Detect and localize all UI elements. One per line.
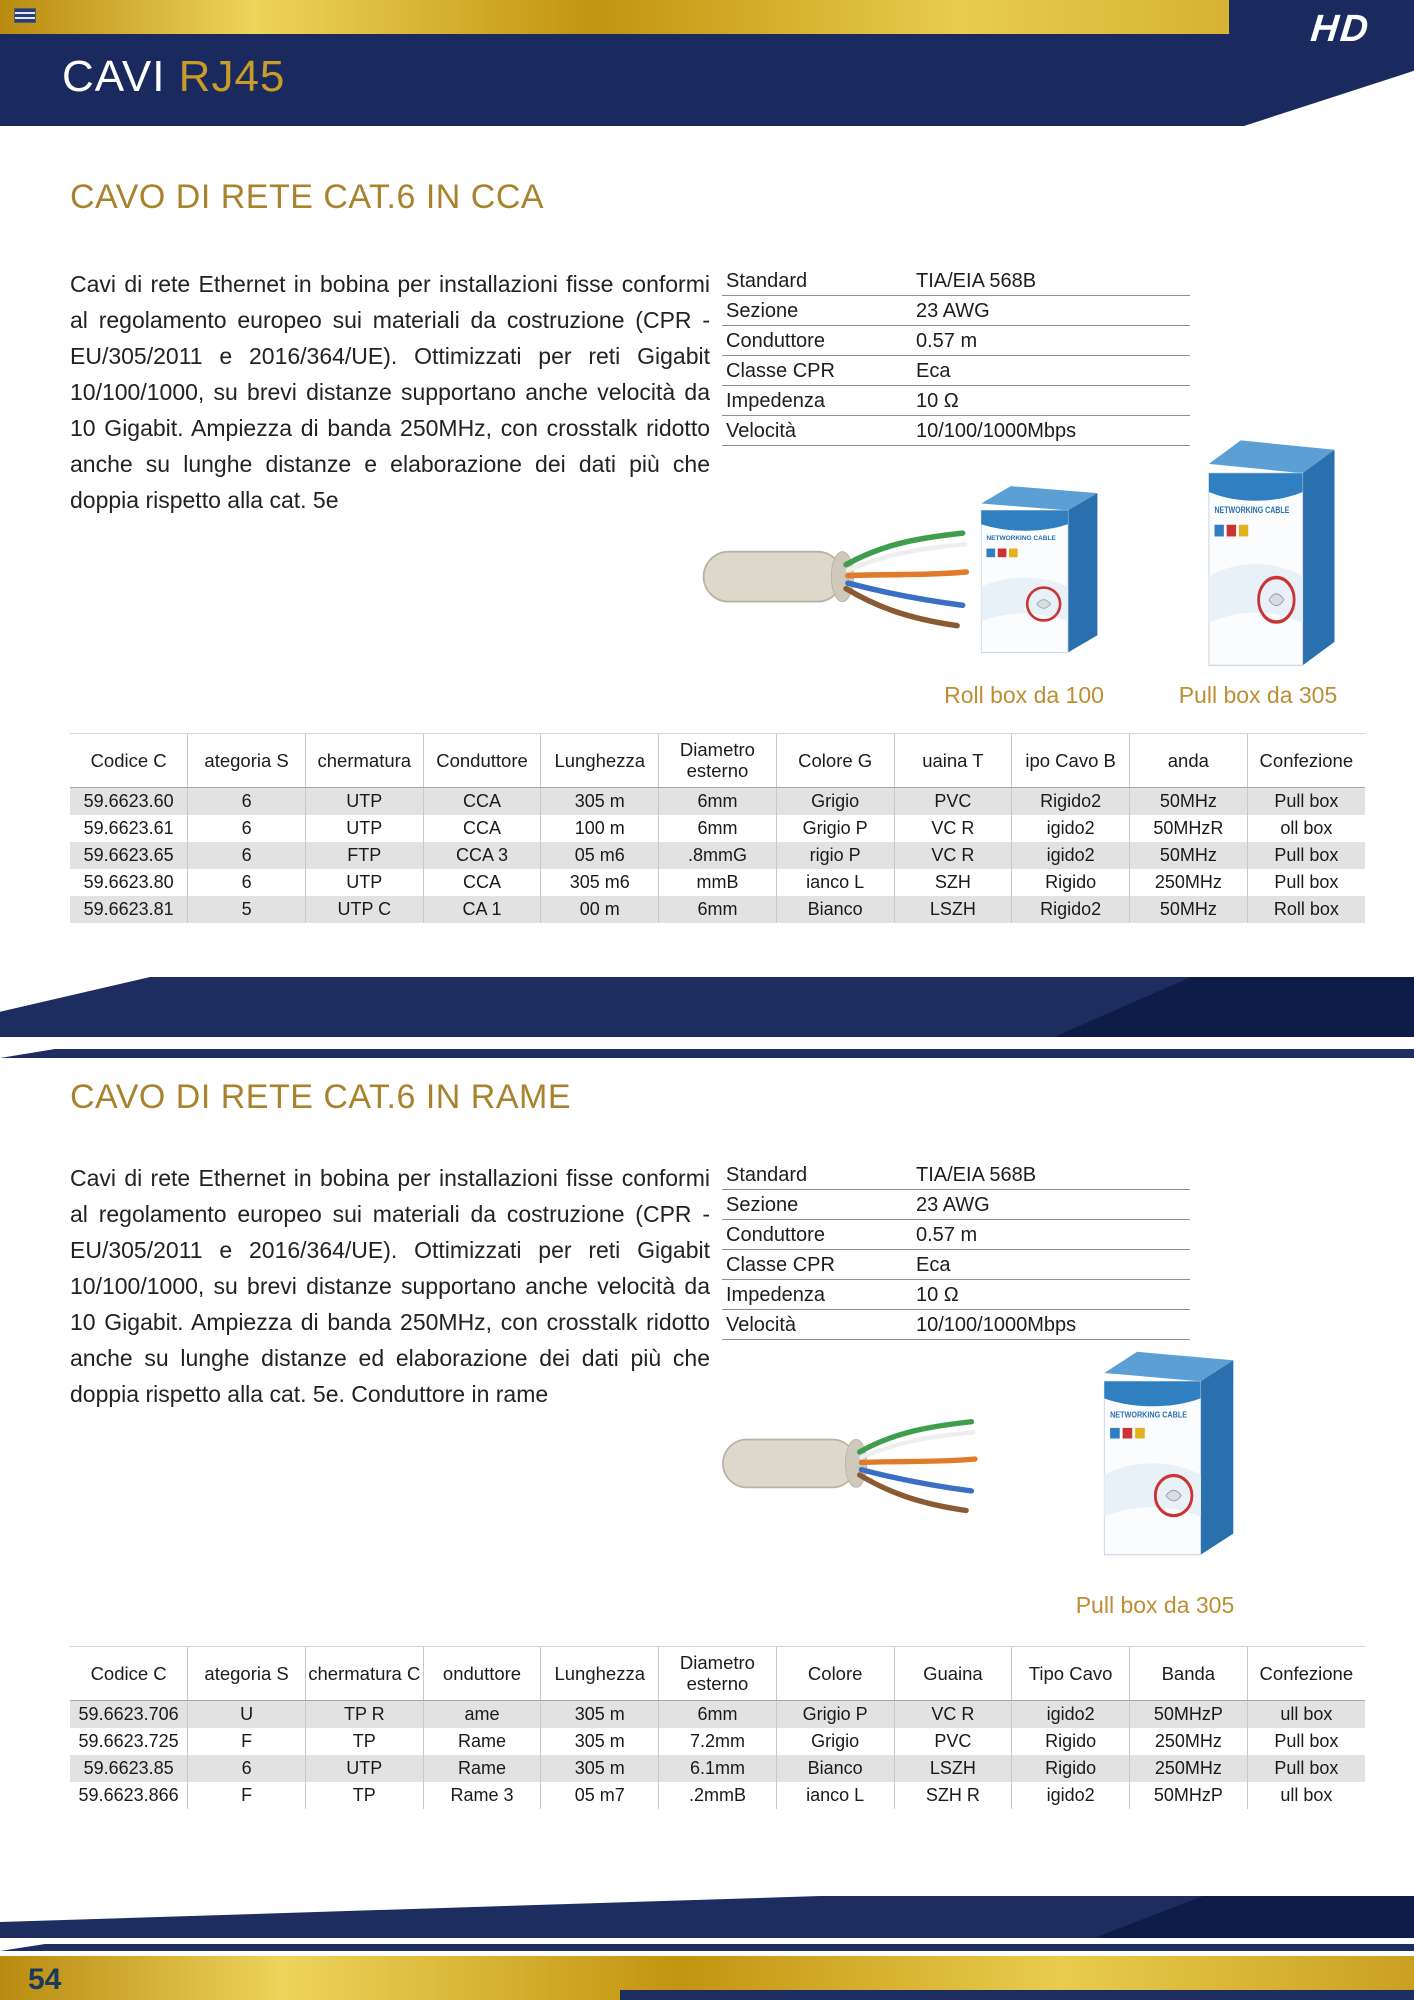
table-cell: CA 1 [423,896,541,923]
table-row [70,869,1365,896]
table-cell: Grigio P [776,1700,894,1728]
table-cell: 5 [188,896,306,923]
column-header: ategoria S [188,1647,306,1701]
table-cell: 305 m6 [541,869,659,896]
table-cell: ull box [1247,1782,1365,1809]
box-label: NETWORKING CABLE [986,534,1056,542]
table-cell: 59.6623.725 [78,1730,179,1751]
table-cell: oll box [1247,815,1365,842]
table-row [70,1700,1365,1728]
column-header: Colore G [776,734,894,788]
spec-row [722,1220,1190,1250]
spec-value: TIA/EIA 568B [916,270,1037,292]
spec-value: 10 Ω [916,390,959,412]
section-title-cca: CAVO DI RETE CAT.6 IN CCA [70,178,545,216]
table-row [70,1782,1365,1809]
table-cell: 05 m7 [541,1782,659,1809]
table-cell: Bianco [776,896,894,923]
table-cell: Pull box [1247,787,1365,815]
column-header: uaina T [894,734,1012,788]
table-cell: Grigio [776,1728,894,1755]
column-header: Lunghezza [541,734,659,788]
table-cell: 59.6623.706 [78,1703,179,1724]
section-title-rame: CAVO DI RETE CAT.6 IN RAME [70,1078,572,1116]
spec-label: Classe CPR [726,1254,835,1276]
table-cell: Pull box [1247,1755,1365,1782]
spec-label: Classe CPR [726,360,835,382]
table-cell: Pull box [1247,1728,1365,1755]
spec-value: 0.57 m [916,330,978,352]
table-cell: 7.2mm [659,1728,777,1755]
table-cell: igido2 [1012,842,1130,869]
pull-box-photo [1192,424,1342,670]
table-row [70,896,1365,923]
table-cell: CCA [423,869,541,896]
table-cell: 6 [188,842,306,869]
column-header: Conduttore [423,734,541,788]
table-cell: ianco L [776,1782,894,1809]
table-cell: UTP C [305,896,423,923]
table-cell: 305 m [541,1700,659,1728]
spec-row [722,386,1190,416]
table-cell: PVC [894,787,1012,815]
spec-label: Conduttore [726,330,825,352]
table-cell: Bianco [776,1755,894,1782]
table-cell: 6.1mm [659,1755,777,1782]
spec-row [722,296,1190,326]
table-cell: TP [305,1782,423,1809]
spec-label: Impedenza [726,390,825,412]
table-cell: 6mm [659,815,777,842]
spec-table-cca [722,266,1190,446]
table-cell: 6mm [659,896,777,923]
product-table-rame [70,1646,1365,1809]
spec-label: Velocità [726,1314,797,1336]
table-cell: rigio P [776,842,894,869]
table-cell: CCA [423,815,541,842]
spec-row [722,1280,1190,1310]
table-row [70,1728,1365,1755]
column-header: Guaina [894,1647,1012,1701]
table-cell: CCA 3 [423,842,541,869]
table-cell: CCA [423,787,541,815]
column-header: chermatura [305,734,423,788]
spec-label: Standard [726,270,808,292]
table-cell: 100 m [541,815,659,842]
top-gold-bar [0,0,1414,34]
section-divider [0,977,1414,1067]
column-header: anda [1129,734,1247,788]
section-description-cca: Cavi di rete Ethernet in bobina per installazioni fisse conformi al regolamento europeo sui materiali da costruzione (CPR - EU/305/2011 e 2016/364/UE). Ottimizzati per reti Gigabit 10/100/1000, su brevi distanze supportano anche velocità da 10 Gigabit. Ampiezza di banda 250MHz, con crosstalk ridotto anche su lunghe distanze e elaborazione dei dati più che doppia rispetto alla cat. 5e [70,271,710,513]
column-header: Codice C [70,1647,188,1701]
table-cell: 250MHz [1129,1755,1247,1782]
product-caption-rollbox: Roll box da 100 [944,682,1104,708]
column-header: Tipo Cavo [1012,1647,1130,1701]
section-description-rame: Cavi di rete Ethernet in bobina per installazioni fisse conformi al regolamento europeo sui materiali da costruzione (CPR - EU/305/2011 e 2016/364/UE). Ottimizzati per reti Gigabit 10/100/1000, su brevi distanze supportano anche velocità da 10 Gigabit. Ampiezza di banda 250MHz, con crosstalk ridotto anche su lunghe distanze ed elaborazione dei dati più che doppia rispetto alla cat. 5e. Conduttore in rame [70,1165,710,1407]
table-cell: TP R [305,1700,423,1728]
spec-value: 23 AWG [916,1194,990,1216]
table-cell: 6 [188,1755,306,1782]
spec-value: 0.57 m [916,1224,978,1246]
page-title-main: CAVI [62,52,166,101]
product-caption-pullbox: Pull box da 305 [1075,1592,1235,1618]
table-cell: 59.6623.61 [83,817,174,838]
brand-corner [1229,0,1414,58]
page-title [62,52,285,102]
table-cell: ianco L [776,869,894,896]
table-cell: Grigio P [776,815,894,842]
table-cell: 50MHz [1129,842,1247,869]
column-header: Confezione [1247,734,1365,788]
table-cell: Pull box [1247,869,1365,896]
table-cell: Rigido [1012,1728,1130,1755]
divider-strip [0,1049,1414,1058]
table-cell: 250MHz [1129,869,1247,896]
column-header: Codice C [70,734,188,788]
page-number: 54 [28,1963,62,1996]
table-cell: UTP [305,1755,423,1782]
table-cell: Rigido [1012,1755,1130,1782]
table-cell: 6mm [659,1700,777,1728]
page-title-accent: RJ45 [178,52,286,101]
table-cell: ull box [1247,1700,1365,1728]
table-cell: igido2 [1012,1782,1130,1809]
table-cell: LSZH [894,1755,1012,1782]
flag-icon [14,8,36,23]
spec-row [722,1310,1190,1340]
table-cell: 305 m [541,1728,659,1755]
column-header: onduttore [423,1647,541,1701]
table-cell: UTP [305,869,423,896]
table-row [70,815,1365,842]
column-header: Colore [776,1647,894,1701]
table-cell: 6 [188,787,306,815]
table-row [70,1755,1365,1782]
cable-photo [714,1388,984,1530]
table-cell: F [188,1728,306,1755]
roll-box-photo [960,474,1110,656]
table-cell: SZH [894,869,1012,896]
spec-row [722,1250,1190,1280]
spec-label: Impedenza [726,1284,825,1306]
column-header: Banda [1129,1647,1247,1701]
table-header-row [70,734,1365,788]
table-cell: 250MHz [1129,1728,1247,1755]
table-cell: .8mmG [659,842,777,869]
column-header: Diametro esterno [659,734,777,788]
spec-row [722,356,1190,386]
cable-photo [694,498,976,646]
spec-value: 23 AWG [916,300,990,322]
spec-value: 10/100/1000Mbps [916,1314,1077,1336]
table-cell: 00 m [541,896,659,923]
table-cell: 50MHzP [1129,1700,1247,1728]
table-cell: 6 [188,815,306,842]
table-cell: FTP [305,842,423,869]
box-label: NETWORKING CABLE [1110,1410,1188,1420]
table-cell: 50MHzR [1129,815,1247,842]
spec-label: Standard [726,1164,808,1186]
table-cell: UTP [305,787,423,815]
table-cell: LSZH [894,896,1012,923]
table-cell: 50MHz [1129,896,1247,923]
table-cell: VC R [894,1700,1012,1728]
table-cell: 305 m [541,1755,659,1782]
product-caption-pullbox: Pull box da 305 [1178,682,1338,708]
table-cell: VC R [894,842,1012,869]
table-cell: 05 m6 [541,842,659,869]
spec-value: Eca [916,360,951,382]
footer-bottom-navy [620,1990,1414,2000]
table-cell: Roll box [1247,896,1365,923]
spec-row [722,266,1190,296]
table-row [70,842,1365,869]
spec-value: 10/100/1000Mbps [916,420,1077,442]
table-cell: 59.6623.81 [83,898,174,919]
table-cell: SZH R [894,1782,1012,1809]
table-cell: F [188,1782,306,1809]
table-cell: 6 [188,869,306,896]
spec-value: Eca [916,1254,951,1276]
table-cell: Rigido2 [1012,787,1130,815]
table-row [70,787,1365,815]
table-cell: 50MHz [1129,787,1247,815]
table-cell: igido2 [1012,815,1130,842]
table-cell: igido2 [1012,1700,1130,1728]
table-cell: 50MHzP [1129,1782,1247,1809]
spec-label: Velocità [726,420,797,442]
spec-label: Sezione [726,1194,799,1216]
table-cell: U [188,1700,306,1728]
table-cell: ame [423,1700,541,1728]
spec-row [722,1190,1190,1220]
table-cell: Rame [423,1755,541,1782]
spec-value: TIA/EIA 568B [916,1164,1037,1186]
table-cell: 59.6623.65 [83,844,174,865]
spec-label: Conduttore [726,1224,825,1246]
footer-strip [0,1944,1414,1951]
column-header: Confezione [1247,1647,1365,1701]
table-cell: Rigido [1012,869,1130,896]
table-cell: 59.6623.866 [78,1784,179,1805]
table-cell: TP [305,1728,423,1755]
table-cell: PVC [894,1728,1012,1755]
table-cell: .2mmB [659,1782,777,1809]
spec-row [722,416,1190,446]
table-cell: 6mm [659,787,777,815]
spec-value: 10 Ω [916,1284,959,1306]
table-cell: 59.6623.60 [83,790,174,811]
column-header: ategoria S [188,734,306,788]
column-header: Lunghezza [541,1647,659,1701]
table-cell: 59.6623.85 [83,1757,174,1778]
table-header-row [70,1647,1365,1701]
spec-table-rame [722,1160,1190,1340]
pull-box-photo [1087,1337,1241,1559]
column-header: Diametro esterno [659,1647,777,1701]
spec-row [722,326,1190,356]
table-cell: UTP [305,815,423,842]
table-cell: VC R [894,815,1012,842]
table-cell: 305 m [541,787,659,815]
table-cell: Rigido2 [1012,896,1130,923]
table-cell: Rame 3 [423,1782,541,1809]
table-cell: mmB [659,869,777,896]
spec-row [722,1160,1190,1190]
table-cell: Grigio [776,787,894,815]
product-table-cca [70,733,1365,923]
brand-logo: HD [1308,7,1373,50]
table-cell: Pull box [1247,842,1365,869]
column-header: chermatura C [305,1647,423,1701]
spec-label: Sezione [726,300,799,322]
box-label: NETWORKING CABLE [1214,505,1290,516]
table-cell: Rame [423,1728,541,1755]
column-header: ipo Cavo B [1012,734,1130,788]
table-cell: 59.6623.80 [83,871,174,892]
